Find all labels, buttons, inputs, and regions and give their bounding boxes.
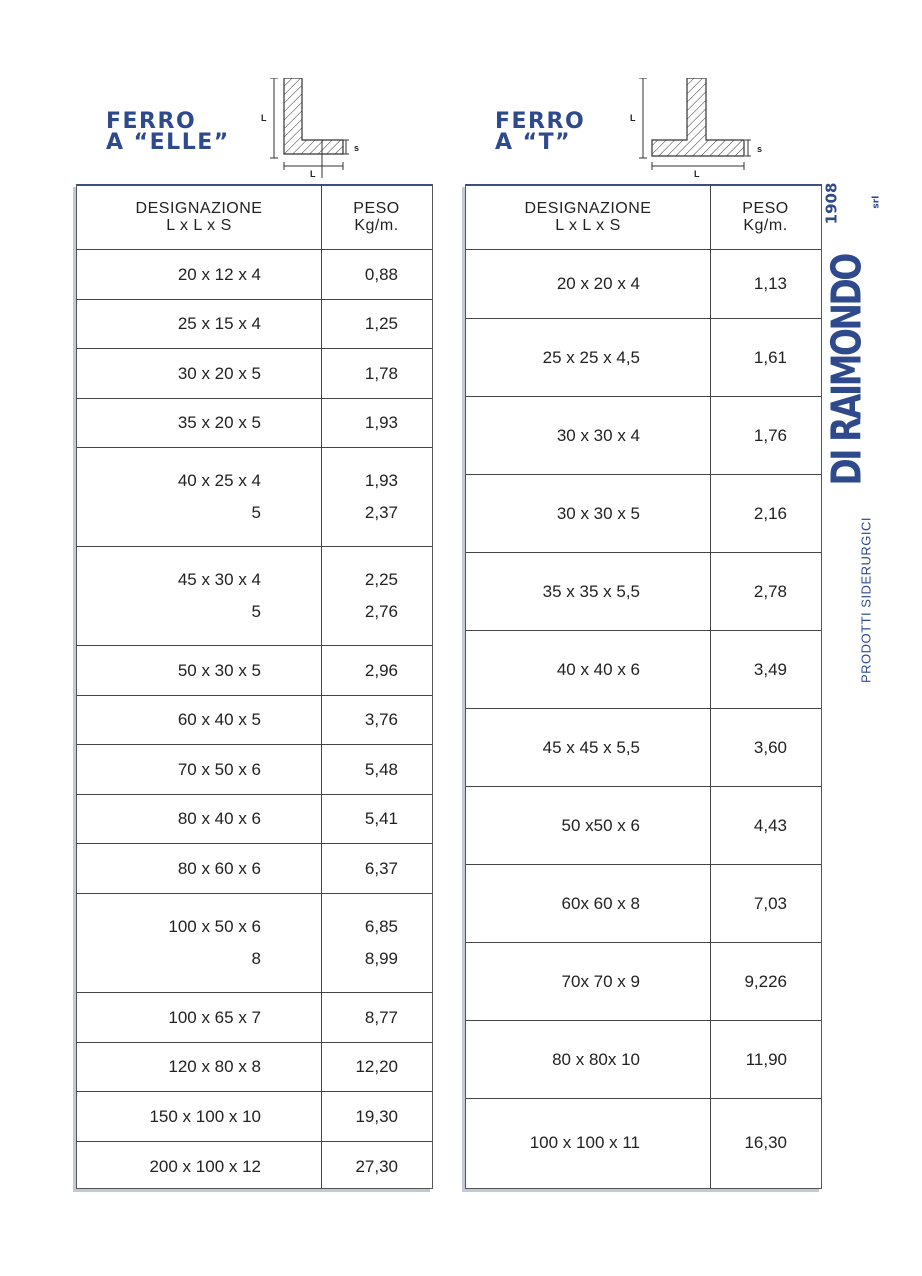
designation-text: 20 x 12 x 4	[177, 264, 261, 284]
designation-text: 80 x 40 x 6	[177, 809, 261, 828]
designation-text: 50 x 30 x 5	[177, 660, 261, 680]
table-header-row	[466, 184, 821, 250]
designation-cell	[77, 894, 261, 992]
l-height-label: L	[261, 113, 267, 123]
weight-cell	[322, 844, 398, 893]
weight-text: 2,96	[364, 660, 398, 680]
designation-text: 30 x 30 x 5	[556, 503, 640, 523]
header-text: PESO	[353, 199, 400, 217]
section-title-t	[495, 111, 585, 153]
l-width-label: L	[310, 169, 316, 179]
table-row	[466, 250, 821, 319]
designation-cell	[77, 844, 261, 893]
weight-text: 27,30	[355, 1156, 398, 1176]
brand-name: DI RAIMONDO	[822, 255, 871, 486]
designation-text: 20 x 20 x 4	[556, 274, 640, 293]
designation-cell	[466, 1021, 640, 1098]
designation-text: 30 x 30 x 4	[556, 425, 640, 445]
table-row	[466, 631, 821, 709]
designation-text: 80 x 80x 10	[552, 1049, 640, 1069]
weight-cell	[322, 1142, 398, 1191]
designation-text: 5	[251, 602, 261, 621]
weight-cell	[711, 397, 787, 474]
table-row	[77, 399, 432, 448]
designation-cell	[466, 475, 640, 552]
t-width-label: L	[694, 169, 700, 179]
weight-cell	[322, 1043, 398, 1091]
weight-cell	[711, 943, 787, 1020]
weight-text: 11,90	[745, 1049, 787, 1069]
weight-text: 1,25	[364, 314, 398, 333]
designation-cell	[77, 1092, 261, 1141]
designation-cell	[77, 646, 261, 695]
weight-text: 1,13	[753, 274, 787, 293]
weight-text: 0,88	[364, 264, 398, 284]
weight-text: 1,93	[364, 471, 398, 490]
designation-text: 120 x 80 x 8	[168, 1057, 261, 1076]
designation-cell	[77, 696, 261, 744]
designation-text: 100 x 65 x 7	[168, 1007, 261, 1027]
brand-tagline	[851, 500, 881, 700]
brand-suffix: srl	[871, 195, 882, 209]
designation-text: 100 x 100 x 11	[529, 1132, 640, 1152]
weight-cell	[711, 631, 787, 708]
weight-cell	[711, 787, 787, 864]
table-row	[77, 1043, 432, 1092]
table-row	[77, 795, 432, 844]
weight-cell	[322, 1092, 398, 1141]
table-row	[466, 475, 821, 553]
designation-text: 60 x 40 x 5	[177, 710, 261, 729]
designation-text: 200 x 100 x 12	[149, 1156, 261, 1176]
table-row	[77, 1142, 432, 1191]
header-text: L x L x S	[166, 216, 232, 234]
table-row	[77, 844, 432, 894]
weight-text: 9,226	[744, 971, 787, 991]
designation-cell	[77, 399, 261, 447]
designation-cell	[77, 448, 261, 546]
weight-cell	[711, 865, 787, 942]
weight-cell	[711, 1099, 787, 1186]
weight-cell	[322, 448, 398, 546]
weight-text: 1,93	[364, 413, 398, 432]
designation-text: 70x 70 x 9	[561, 971, 640, 991]
designation-cell	[77, 547, 261, 645]
weight-text: 2,37	[364, 503, 398, 522]
header-text: L x L x S	[555, 216, 621, 234]
designation-cell	[77, 795, 261, 843]
designation-cell	[466, 553, 640, 630]
weight-cell	[322, 399, 398, 447]
designation-text: 100 x 50 x 6	[168, 917, 261, 936]
table-row	[77, 1092, 432, 1142]
designation-text: 35 x 35 x 5,5	[542, 581, 640, 601]
weight-cell	[711, 553, 787, 630]
elle-weights-table	[76, 184, 433, 1189]
table-row	[466, 1021, 821, 1099]
weight-cell	[322, 894, 398, 992]
designation-cell	[466, 250, 640, 318]
weight-text: 12,20	[355, 1057, 398, 1076]
table-row	[77, 448, 432, 547]
designation-header	[77, 184, 321, 249]
table-row	[466, 319, 821, 397]
designation-text: 40 x 40 x 6	[556, 659, 640, 679]
brand-year: 1908	[822, 182, 841, 225]
weight-cell	[711, 319, 787, 396]
brand-logo	[822, 182, 882, 486]
t-weights-table	[465, 184, 822, 1189]
weight-cell	[711, 250, 787, 318]
weight-text: 2,78	[753, 581, 787, 601]
header-text: DESIGNAZIONE	[524, 199, 652, 217]
designation-text: 35 x 20 x 5	[177, 413, 261, 432]
designation-text: 80 x 60 x 6	[177, 858, 261, 878]
designation-text: 40 x 25 x 4	[177, 471, 261, 490]
table-row	[77, 349, 432, 399]
designation-text: 25 x 15 x 4	[177, 314, 261, 333]
weight-text: 3,60	[753, 737, 787, 757]
designation-cell	[77, 745, 261, 794]
weight-cell	[711, 709, 787, 786]
header-text: DESIGNAZIONE	[135, 199, 263, 217]
weight-text: 16,30	[744, 1132, 787, 1152]
title-line-2: A “ELLE”	[106, 130, 230, 155]
designation-header	[466, 184, 710, 249]
table-row	[466, 397, 821, 475]
t-profile-diagram	[626, 78, 776, 182]
table-row	[77, 745, 432, 795]
title-line-2: A “T”	[495, 130, 572, 155]
table-row	[77, 300, 432, 349]
designation-cell	[77, 349, 261, 398]
weight-cell	[322, 250, 398, 299]
weight-text: 3,49	[753, 659, 787, 679]
designation-cell	[466, 631, 640, 708]
weight-text: 2,25	[364, 570, 398, 589]
weight-cell	[322, 696, 398, 744]
weight-text: 8,77	[364, 1007, 398, 1027]
weight-text: 6,37	[364, 858, 398, 878]
table-row	[466, 1099, 821, 1186]
designation-cell	[77, 300, 261, 348]
designation-cell	[466, 1099, 640, 1186]
designation-text: 60x 60 x 8	[561, 893, 640, 913]
section-title-elle	[106, 111, 230, 153]
weight-cell	[322, 300, 398, 348]
weight-cell	[322, 795, 398, 843]
designation-text: 50 x50 x 6	[561, 815, 640, 835]
weight-header	[322, 184, 431, 249]
t-height-label: L	[630, 113, 636, 123]
weight-text: 8,99	[364, 949, 398, 968]
weight-cell	[711, 1021, 787, 1098]
weight-text: 19,30	[355, 1106, 398, 1126]
table-row	[466, 709, 821, 787]
weight-cell	[322, 993, 398, 1042]
designation-text: 150 x 100 x 10	[149, 1106, 261, 1126]
l-profile-diagram	[258, 78, 368, 182]
designation-cell	[77, 1043, 261, 1091]
header-text: Kg/m.	[354, 216, 399, 234]
table-row	[77, 250, 432, 300]
weight-text: 7,03	[753, 893, 787, 913]
table-row	[466, 943, 821, 1021]
designation-cell	[466, 709, 640, 786]
table-row	[77, 696, 432, 745]
designation-cell	[466, 943, 640, 1020]
table-row	[466, 553, 821, 631]
designation-text: 5	[251, 503, 261, 522]
designation-cell	[466, 397, 640, 474]
weight-text: 5,41	[364, 809, 398, 828]
weight-text: 2,16	[753, 503, 787, 523]
designation-text: 8	[251, 949, 261, 968]
weight-text: 5,48	[364, 759, 398, 779]
title-line-1: FERRO	[495, 109, 586, 134]
t-thickness-label: s	[757, 144, 763, 154]
l-thickness-label: s	[354, 143, 360, 153]
tagline-text: PRODOTTI SIDERURGICI	[858, 516, 874, 684]
designation-cell	[77, 1142, 261, 1191]
weight-cell	[322, 745, 398, 794]
table-row	[77, 646, 432, 696]
weight-text: 2,76	[364, 602, 398, 621]
designation-text: 70 x 50 x 6	[177, 759, 261, 779]
weight-text: 1,76	[753, 425, 787, 445]
table-row	[77, 547, 432, 646]
weight-cell	[711, 475, 787, 552]
designation-text: 30 x 20 x 5	[177, 363, 261, 383]
designation-cell	[466, 319, 640, 396]
weight-text: 1,78	[364, 363, 398, 383]
table-row	[77, 894, 432, 993]
weight-header	[711, 184, 820, 249]
weight-text: 4,43	[753, 815, 787, 835]
designation-text: 45 x 45 x 5,5	[542, 737, 640, 757]
table-row	[77, 993, 432, 1043]
weight-cell	[322, 349, 398, 398]
weight-text: 1,61	[753, 347, 787, 367]
title-line-1: FERRO	[106, 109, 197, 134]
designation-cell	[77, 993, 261, 1042]
weight-cell	[322, 646, 398, 695]
header-text: PESO	[742, 199, 789, 217]
designation-cell	[466, 865, 640, 942]
designation-text: 45 x 30 x 4	[177, 570, 261, 589]
designation-cell	[77, 250, 261, 299]
header-text: Kg/m.	[743, 216, 788, 234]
weight-text: 3,76	[364, 710, 398, 729]
table-header-row	[77, 184, 432, 250]
designation-text: 25 x 25 x 4,5	[542, 347, 640, 367]
table-row	[466, 865, 821, 943]
designation-cell	[466, 787, 640, 864]
table-row	[466, 787, 821, 865]
weight-text: 6,85	[364, 917, 398, 936]
weight-cell	[322, 547, 398, 645]
